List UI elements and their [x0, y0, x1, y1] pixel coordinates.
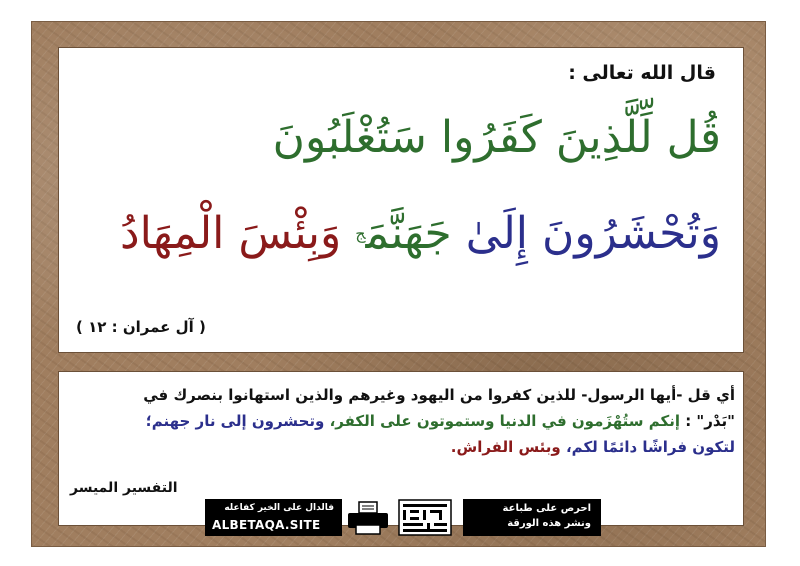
footer-print-line-1: احرص على طباعة: [502, 503, 591, 514]
tafsir-worst-bed: وبئس الفراش.: [450, 438, 561, 456]
verse-line-2-part-2: جَهَنَّمَ: [365, 208, 452, 259]
verse-reference: ( آل عمران : ١٢ ): [76, 318, 206, 336]
daawati-logo: [398, 499, 452, 536]
tafsir-source: التفسير الميسر: [70, 480, 178, 496]
tafsir-defeat: إنكم ستُهْزَمون في الدنيا وستموتون على الكفر،: [329, 412, 680, 430]
tafsir-line-2: [75, 408, 735, 434]
printer-icon: [346, 501, 390, 535]
footer-banner: [205, 499, 601, 536]
footer-website-box: [205, 499, 342, 536]
tafsir-text: [75, 382, 735, 460]
tafsir-line-1: أي قل -أيها الرسول- للذين كفروا من اليهود وغيرهم والذين استهانوا بنصرك في: [143, 386, 735, 404]
verse-panel: [58, 47, 744, 353]
tafsir-gathered: وتحشرون إلى نار جهنم؛: [145, 412, 325, 430]
tafsir-line-3: [75, 434, 735, 460]
footer-saying: فالدال على الخير كفاعله: [224, 503, 334, 513]
footer-print-box: [463, 499, 601, 536]
verse-line-2-part-1: وَتُحْشَرُونَ إِلَىٰ: [465, 208, 721, 259]
tafsir-badr: "بَدْر" :: [685, 412, 735, 430]
verse-line-2-part-3: وَبِئْسَ الْمِهَادُ: [119, 208, 342, 259]
tafsir-bed: لتكون فراشًا دائمًا لكم،: [565, 438, 735, 456]
verse-line-1: قُل لِّلَّذِينَ كَفَرُوا سَتُغْلَبُونَ: [272, 112, 721, 163]
verse-line-2: [81, 204, 721, 264]
footer-print-line-2: ونشر هذه الورقة: [507, 518, 591, 529]
footer-website: ALBETAQA.SITE: [212, 518, 321, 532]
waqf-mark: ج: [355, 224, 366, 243]
verse-intro: قال الله تعالى :: [568, 62, 716, 84]
